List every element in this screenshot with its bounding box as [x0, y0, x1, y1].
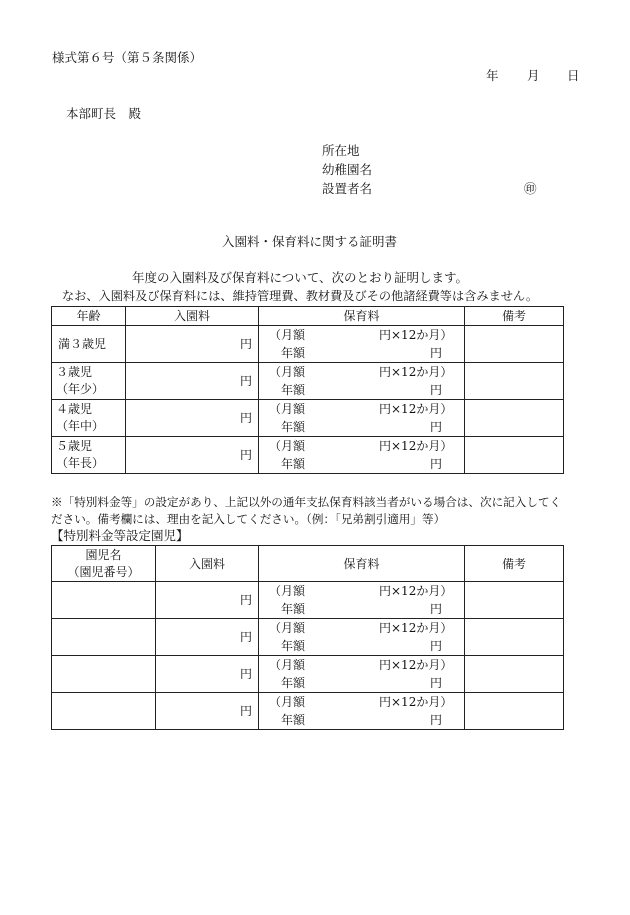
yen-unit: 円 [239, 374, 252, 388]
header-remarks: 備考 [465, 546, 564, 582]
remarks-cell[interactable] [465, 363, 564, 400]
yen-unit: 円 [239, 704, 252, 718]
table-row [52, 400, 564, 437]
date-month: 月 [527, 68, 540, 83]
childcare-fee-cell[interactable] [259, 400, 465, 437]
age-label: ３歳児 [56, 364, 93, 379]
header-childcare-fee: 保育料 [259, 546, 465, 582]
monthly-label: （月額 [269, 439, 306, 453]
address-label: 所在地 [322, 143, 360, 158]
date-year: 年 [486, 68, 499, 83]
note-line-2: ださい。備考欄には、理由を記入してください。（例：「兄弟割引適用」等） [51, 512, 446, 526]
child-name-cell[interactable] [52, 693, 156, 730]
monthly-suffix: 円×12か月） [379, 439, 453, 453]
monthly-suffix: 円×12か月） [379, 365, 453, 379]
yen-unit: 円 [239, 411, 252, 425]
age-cell [52, 363, 126, 400]
date-day: 日 [567, 68, 580, 83]
header-remarks: 備考 [465, 307, 564, 326]
annual-label: 年額 [281, 346, 306, 360]
addressee: 本部町長 殿 [66, 106, 142, 121]
table1-header-row [52, 307, 564, 326]
childcare-fee-cell[interactable] [259, 363, 465, 400]
yen-unit: 円 [239, 337, 252, 351]
header-entrance-fee: 入園料 [126, 307, 259, 326]
intro-line-2: なお、入園料及び保育料には、維持管理費、教材費及びその他諸経費等は含みません。 [62, 289, 539, 303]
annual-yen: 円 [430, 420, 443, 434]
child-number-label: （園児番号） [67, 564, 140, 579]
age-cell [52, 326, 126, 363]
monthly-suffix: 円×12か月） [379, 658, 453, 672]
table-row [52, 582, 564, 619]
age-sublabel: （年長） [56, 456, 105, 470]
entrance-fee-cell[interactable] [126, 437, 259, 474]
entrance-fee-cell[interactable] [126, 363, 259, 400]
monthly-suffix: 円×12か月） [379, 621, 453, 635]
remarks-cell[interactable] [465, 582, 564, 619]
monthly-suffix: 円×12か月） [379, 584, 453, 598]
entrance-fee-cell[interactable] [126, 400, 259, 437]
form-number: 様式第６号（第５条関係） [52, 50, 203, 65]
table-row [52, 693, 564, 730]
child-name-cell[interactable] [52, 582, 156, 619]
monthly-label: （月額 [269, 328, 306, 342]
note-line-1: ※「特別料金等」の設定があり、上記以外の通年支払保育料該当者がいる場合は、次に記入してく [51, 495, 562, 509]
monthly-label: （月額 [269, 365, 306, 379]
annual-yen: 円 [430, 457, 443, 471]
remarks-cell[interactable] [465, 400, 564, 437]
annual-yen: 円 [430, 713, 443, 727]
age-label: ４歳児 [56, 401, 93, 416]
table-row [52, 363, 564, 400]
yen-unit: 円 [239, 593, 252, 607]
seal-mark: ㊞ [524, 181, 537, 196]
monthly-suffix: 円×12か月） [379, 328, 453, 342]
annual-label: 年額 [281, 676, 306, 690]
remarks-cell[interactable] [465, 437, 564, 474]
annual-label: 年額 [281, 383, 306, 397]
entrance-fee-cell[interactable] [156, 693, 259, 730]
annual-yen: 円 [430, 676, 443, 690]
remarks-cell[interactable] [465, 656, 564, 693]
annual-label: 年額 [281, 602, 306, 616]
childcare-fee-cell[interactable] [259, 582, 465, 619]
annual-yen: 円 [430, 346, 443, 360]
age-cell [52, 437, 126, 474]
age-sublabel: （年少） [56, 382, 105, 396]
monthly-label: （月額 [269, 658, 306, 672]
remarks-cell[interactable] [465, 326, 564, 363]
intro-line-1: 年度の入園料及び保育料について、次のとおり証明します。 [132, 270, 469, 285]
entrance-fee-cell[interactable] [156, 656, 259, 693]
special-section-title: 【特別料金等設定園児】 [51, 528, 189, 543]
entrance-fee-cell[interactable] [156, 582, 259, 619]
document-title: 入園料・保育料に関する証明書 [222, 234, 398, 249]
annual-yen: 円 [430, 602, 443, 616]
header-age: 年齢 [52, 307, 126, 326]
header-child-name [52, 546, 156, 582]
yen-unit: 円 [239, 630, 252, 644]
childcare-fee-cell[interactable] [259, 326, 465, 363]
entrance-fee-cell[interactable] [126, 326, 259, 363]
age-label: ５歳児 [56, 438, 93, 453]
age-label: 満３歳児 [58, 337, 107, 351]
annual-label: 年額 [281, 457, 306, 471]
header-childcare-fee: 保育料 [259, 307, 465, 326]
age-fee-table [51, 306, 564, 474]
kindergarten-name-label: 幼稚園名 [322, 162, 373, 177]
monthly-suffix: 円×12か月） [379, 695, 453, 709]
entrance-fee-cell[interactable] [156, 619, 259, 656]
special-fee-table [51, 545, 564, 730]
age-cell [52, 400, 126, 437]
childcare-fee-cell[interactable] [259, 619, 465, 656]
annual-yen: 円 [430, 383, 443, 397]
annual-yen: 円 [430, 639, 443, 653]
remarks-cell[interactable] [465, 693, 564, 730]
yen-unit: 円 [239, 667, 252, 681]
childcare-fee-cell[interactable] [259, 437, 465, 474]
table-row [52, 437, 564, 474]
monthly-label: （月額 [269, 584, 306, 598]
monthly-suffix: 円×12か月） [379, 402, 453, 416]
monthly-label: （月額 [269, 621, 306, 635]
table-row [52, 619, 564, 656]
child-name-cell[interactable] [52, 656, 156, 693]
remarks-cell[interactable] [465, 619, 564, 656]
annual-label: 年額 [281, 420, 306, 434]
monthly-label: （月額 [269, 402, 306, 416]
childcare-fee-cell[interactable] [259, 693, 465, 730]
table-row [52, 656, 564, 693]
table-row [52, 326, 564, 363]
founder-name-label: 設置者名 [322, 181, 373, 196]
child-name-label: 園児名 [85, 547, 122, 562]
table2-header-row [52, 546, 564, 582]
childcare-fee-cell[interactable] [259, 656, 465, 693]
header-entrance-fee: 入園料 [156, 546, 259, 582]
annual-label: 年額 [281, 713, 306, 727]
child-name-cell[interactable] [52, 619, 156, 656]
annual-label: 年額 [281, 639, 306, 653]
yen-unit: 円 [239, 448, 252, 462]
monthly-label: （月額 [269, 695, 306, 709]
age-sublabel: （年中） [56, 419, 105, 433]
